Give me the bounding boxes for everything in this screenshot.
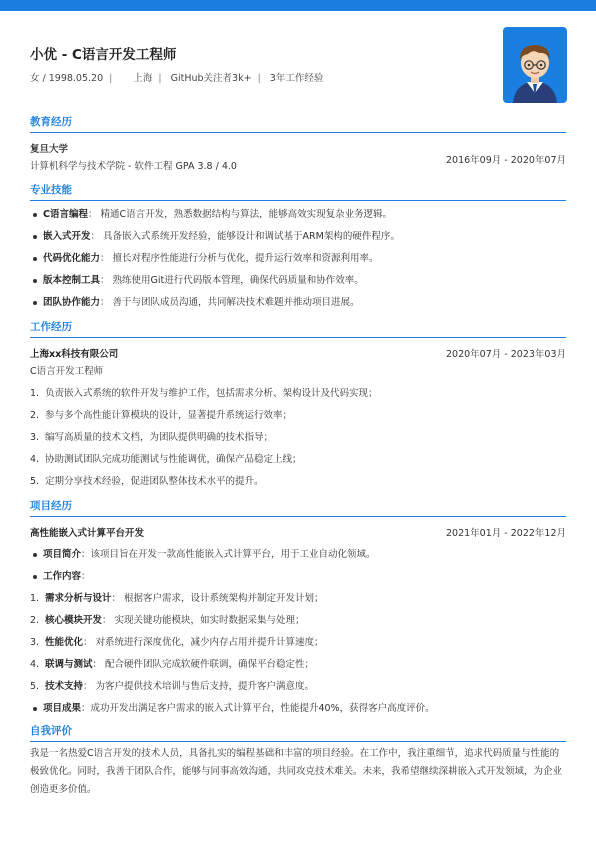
skill-text: ： 熟练使用Git进行代码版本管理，确保代码质量和协作效率。: [100, 275, 364, 286]
top-accent-bar: [0, 0, 596, 11]
list-item: [30, 570, 566, 584]
skill-text: ： 善于与团队成员沟通，共同解决技术难题并推动项目进展。: [100, 297, 360, 308]
item-text: 参与多个高性能计算模块的设计，显著提升系统运行效率；: [45, 410, 293, 421]
item-label: 需求分析与设计: [45, 593, 112, 604]
work-years: 3年工作经验: [269, 73, 324, 84]
education-section: [30, 115, 566, 173]
personal-info: [30, 72, 470, 86]
item-text: 编写高质量的技术文档，为团队提供明确的技术指导；: [45, 432, 274, 443]
project-date: 2021年01月 - 2022年12月: [446, 528, 566, 539]
school-name: 复旦大学: [30, 144, 69, 155]
skill-label: 团队协作能力: [43, 297, 101, 308]
separator: |: [257, 73, 261, 84]
list-item: [30, 230, 566, 244]
page-title: 小优 - C语言开发工程师: [30, 47, 177, 63]
summary-title: 自我评价: [30, 724, 566, 742]
work-date: 2020年07月 - 2023年03月: [446, 349, 566, 360]
skills-section: [30, 183, 566, 310]
item-label: 性能优化: [45, 637, 84, 648]
work-title: 工作经历: [30, 320, 566, 338]
item-text: 协助测试团队完成功能测试与性能调优，确保产品稳定上线；: [45, 454, 302, 465]
item-label: 联调与测试: [45, 659, 93, 670]
list-item: [30, 592, 566, 606]
list-item: [30, 431, 566, 445]
avatar: [503, 27, 567, 103]
education-detail: 计算机科学与技术学院 - 软件工程 GPA 3.8 / 4.0: [30, 161, 237, 172]
item-text: ： 为客户提供技术培训与售后支持，提升客户满意度。: [83, 681, 315, 692]
skill-text: ： 精通C语言开发，熟悉数据结构与算法，能够高效实现复杂业务逻辑。: [87, 209, 393, 220]
content-colon: ：: [81, 571, 91, 582]
intro-text: ：该项目旨在开发一款高性能嵌入式计算平台，用于工业自动化领域。: [81, 549, 376, 560]
github-followers: GitHub关注者3k+: [170, 73, 252, 84]
result-label: 项目成果: [43, 703, 82, 714]
list-item: [30, 702, 566, 716]
item-label: 核心模块开发: [45, 615, 103, 626]
skill-label: C语言编程: [43, 209, 88, 220]
project-title: 项目经历: [30, 499, 566, 517]
item-label: 技术支持: [45, 681, 84, 692]
company-name: 上海xx科技有限公司: [30, 349, 119, 360]
list-item: [30, 548, 566, 562]
item-number: 2.: [30, 615, 40, 626]
list-item: [30, 658, 566, 672]
list-item: [30, 409, 566, 423]
list-item: [30, 387, 566, 401]
item-text: ： 实现关键功能模块，如实时数据采集与处理；: [102, 615, 305, 626]
gender-birth: 女 / 1998.05.20: [30, 73, 104, 84]
cartoon-avatar-icon: [503, 27, 567, 103]
result-text: ：成功开发出满足客户需求的嵌入式计算平台，性能提升40%，获得客户高度评价。: [81, 703, 435, 714]
project-section: [30, 499, 566, 716]
work-section: [30, 320, 566, 489]
item-number: 4.: [30, 454, 40, 465]
skills-title: 专业技能: [30, 183, 566, 201]
intro-label: 项目简介: [43, 549, 82, 560]
item-text: ： 对系统进行深度优化，减少内存占用并提升计算速度；: [83, 637, 324, 648]
list-item: [30, 208, 566, 222]
item-number: 1.: [30, 593, 40, 604]
skill-label: 代码优化能力: [43, 253, 101, 264]
item-number: 5.: [30, 681, 40, 692]
job-role: C语言开发工程师: [30, 366, 104, 377]
item-text: ： 配合硬件团队完成软硬件联调，确保平台稳定性；: [92, 659, 315, 670]
list-item: [30, 274, 566, 288]
location: 上海: [133, 73, 153, 84]
list-item: [30, 614, 566, 628]
summary-text: 我是一名热爱C语言开发的技术人员，具备扎实的编程基础和丰富的项目经验。在工作中，我注重细节，追求代码质量与性能的极致优化。同时，我善于团队合作，能够与同事高效沟通，共同攻克技术难关。未来，我希望继续深耕嵌入式开发领域，为企业创造更多价值。: [30, 748, 563, 795]
content-label: 工作内容: [43, 571, 82, 582]
separator: |: [158, 73, 162, 84]
project-name: 高性能嵌入式计算平台开发: [30, 528, 145, 539]
list-item: [30, 296, 566, 310]
list-item: [30, 680, 566, 694]
item-text: ： 根据客户需求，设计系统架构并制定开发计划；: [111, 593, 324, 604]
education-title: 教育经历: [30, 115, 566, 133]
list-item: [30, 475, 566, 489]
skill-label: 版本控制工具: [43, 275, 101, 286]
item-number: 3.: [30, 432, 40, 443]
item-number: 1.: [30, 388, 40, 399]
list-item: [30, 636, 566, 650]
item-text: 负责嵌入式系统的软件开发与维护工作，包括需求分析、架构设计及代码实现；: [45, 388, 378, 399]
education-date: 2016年09月 - 2020年07月: [446, 155, 566, 166]
skill-text: ： 具备嵌入式系统开发经验，能够设计和调试基于ARM架构的硬件程序。: [90, 231, 400, 242]
list-item: [30, 453, 566, 467]
summary-section: [30, 724, 566, 799]
item-number: 4.: [30, 659, 40, 670]
separator: |: [109, 73, 113, 84]
item-text: 定期分享技术经验，促进团队整体技术水平的提升。: [45, 476, 264, 487]
list-item: [30, 252, 566, 266]
item-number: 5.: [30, 476, 40, 487]
item-number: 3.: [30, 637, 40, 648]
resume-header: [30, 45, 470, 86]
skill-text: ： 擅长对程序性能进行分析与优化，提升运行效率和资源利用率。: [100, 253, 379, 264]
item-number: 2.: [30, 410, 40, 421]
skill-label: 嵌入式开发: [43, 231, 91, 242]
